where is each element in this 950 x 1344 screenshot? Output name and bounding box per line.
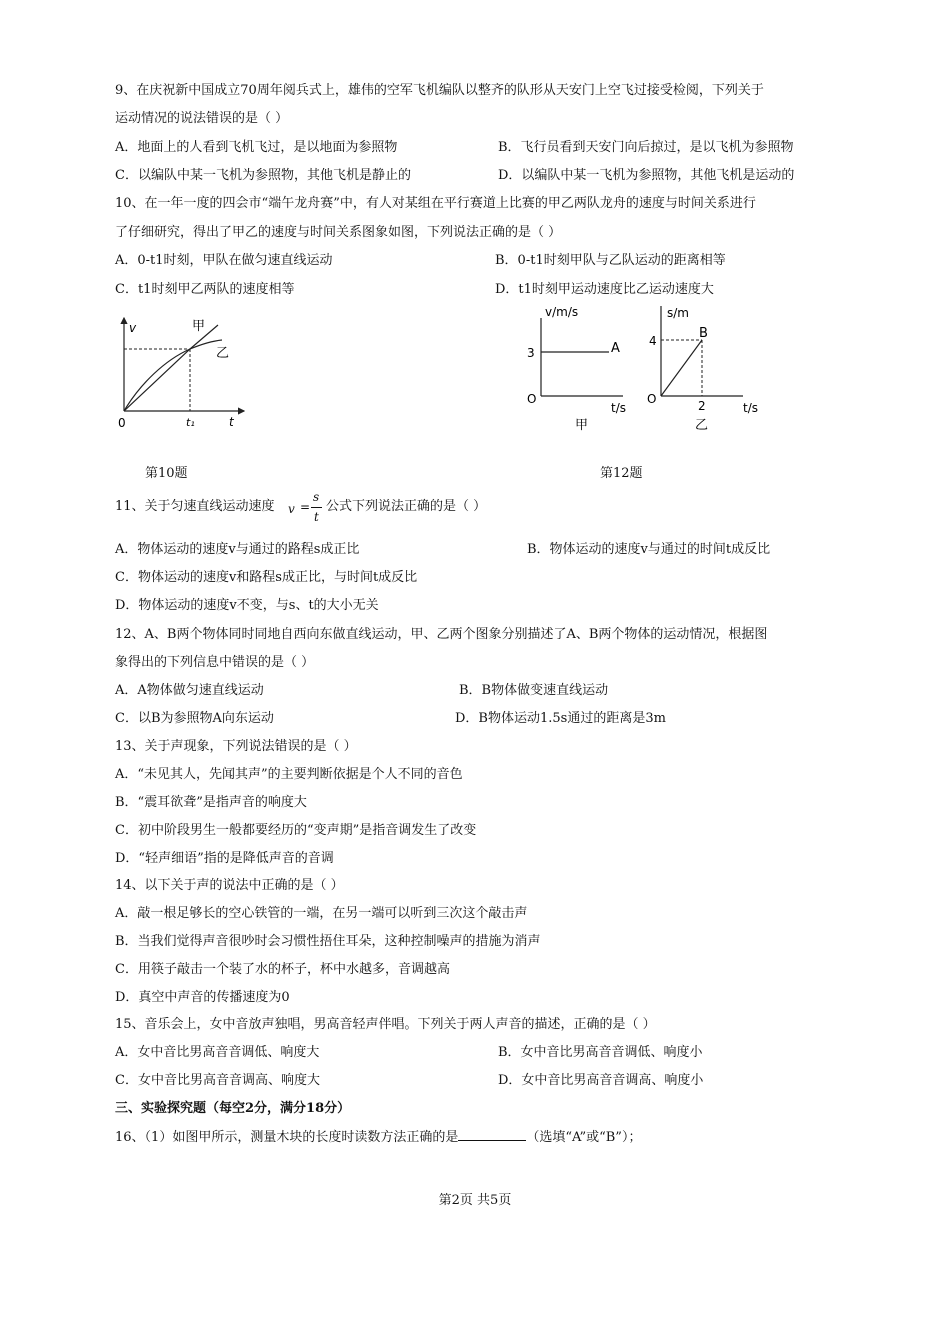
fig10-graph	[110, 312, 250, 436]
q13-option-a: A．“未见其人，先闻其声”的主要判断依据是个人不同的音色	[115, 767, 463, 782]
q15-stem: 15、音乐会上，女中音放声独唱，男高音轻声伴唱。下列关于两人声音的描述，正确的是（ ）	[115, 1017, 656, 1032]
q9-option-a: A．地面上的人看到飞机飞过，是以地面为参照物	[115, 140, 398, 155]
q9-stem-line2: 运动情况的说法错误的是（ ）	[115, 111, 289, 126]
q9-option-d: D．以编队中某一飞机为参照物，其他飞机是运动的	[498, 168, 795, 183]
fig10-curve-yi	[124, 340, 222, 411]
q11-stem-pre: 11、关于匀速直线运动速度	[115, 499, 275, 514]
q11-option-b: B．物体运动的速度v与通过的时间t成反比	[527, 542, 771, 557]
fig12-right-x-tick: 2	[698, 399, 706, 413]
q12-option-b: B．B物体做变速直线运动	[459, 683, 609, 698]
fig12-left-name: 甲	[575, 418, 589, 433]
fig10-v-label: v	[129, 321, 137, 335]
q11-formula-v: v	[288, 502, 295, 516]
q15-option-b: B．女中音比男高音音调低、响度小	[498, 1045, 703, 1060]
fig12-graphs	[515, 300, 775, 435]
fig12-caption: 第12题	[600, 466, 643, 481]
q12-option-c: C．以B为参照物A向东运动	[115, 711, 274, 726]
fig12-right-series-label: B	[699, 326, 708, 341]
fig12-left-series-label: A	[611, 341, 620, 356]
q13-option-b: B．“震耳欲聋”是指声音的响度大	[115, 795, 307, 810]
q12-option-a: A．A物体做匀速直线运动	[115, 683, 264, 698]
q15-option-d: D．女中音比男高音音调高、响度小	[498, 1073, 704, 1088]
q13-stem: 13、关于声现象，下列说法错误的是（ ）	[115, 739, 357, 754]
q9-stem-line1: 9、在庆祝新中国成立70周年阅兵式上，雄伟的空军飞机编队以整齐的队形从天安门上空飞过接受检阅，下列关于	[115, 83, 764, 98]
q10-option-a: A．0-t1时刻，甲队在做匀速直线运动	[115, 253, 333, 268]
fig12-left-origin: O	[527, 392, 537, 406]
fig10-caption: 第10题	[145, 466, 188, 481]
fig10-line-jia	[124, 325, 218, 411]
q10-stem-line2: 了仔细研究，得出了甲乙的速度与时间关系图象如图，下列说法正确的是（ ）	[115, 225, 562, 240]
q10-option-b: B．0-t1时刻甲队与乙队运动的距离相等	[495, 253, 726, 268]
q11-formula-den: t	[314, 510, 319, 524]
q13-option-c: C．初中阶段男生一般都要经历的“变声期”是指音调发生了改变	[115, 823, 477, 838]
q11-fraction-bar	[311, 507, 322, 508]
fig12-right-name: 乙	[695, 418, 709, 433]
fig12-left-xlabel: t/s	[611, 401, 626, 415]
fig10-yi-label: 乙	[216, 346, 230, 361]
fig10-jia-label: 甲	[192, 319, 206, 334]
q11-option-d: D．物体运动的速度v不变，与s、t的大小无关	[115, 598, 379, 613]
fig10-t1-label: t₁	[186, 416, 195, 429]
q10-option-d: D．t1时刻甲运动速度比乙运动速度大	[495, 282, 714, 297]
fig12-right-line-b	[661, 340, 702, 396]
q9-option-c: C．以编队中某一飞机为参照物，其他飞机是静止的	[115, 168, 411, 183]
q11-stem-post: 公式下列说法正确的是（ ）	[326, 499, 487, 514]
q10-stem-line1: 10、在一年一度的四会市“端午龙舟赛”中，有人对某组在平行赛道上比赛的甲乙两队龙舟的速度与时间关系进行	[115, 196, 756, 211]
fig12-left-y-tick: 3	[527, 346, 535, 360]
q15-option-c: C．女中音比男高音音调高、响度大	[115, 1073, 320, 1088]
q9-option-b: B．飞行员看到天安门向后掠过，是以飞机为参照物	[498, 140, 794, 155]
q10-option-c: C．t1时刻甲乙两队的速度相等	[115, 282, 295, 297]
q14-stem: 14、以下关于声的说法中正确的是（ ）	[115, 878, 344, 893]
q16-stem-pre: 16、（1）如图甲所示，测量木块的长度时读数方法正确的是	[115, 1130, 459, 1145]
q16-stem-post: （选填“A”或“B”）；	[526, 1130, 642, 1145]
fig12-right-xlabel: t/s	[743, 401, 758, 415]
q15-option-a: A．女中音比男高音音调低、响度大	[115, 1045, 320, 1060]
q16-answer-blank[interactable]	[458, 1128, 526, 1141]
q14-option-b: B．当我们觉得声音很吵时会习惯性捂住耳朵，这种控制噪声的措施为消声	[115, 934, 541, 949]
fig12-left-ylabel: v/m/s	[545, 305, 579, 319]
fig12-right-origin: O	[647, 392, 657, 406]
page-footer: 第2页 共5页	[438, 1193, 512, 1208]
q11-formula-num: s	[313, 490, 320, 504]
q12-stem-line2: 象得出的下列信息中错误的是（ ）	[115, 655, 315, 670]
q11-formula-eq: =	[300, 500, 311, 514]
q16-stem	[115, 1128, 641, 1147]
q14-option-c: C．用筷子敲击一个装了水的杯子，杯中水越多，音调越高	[115, 962, 450, 977]
q13-option-d: D．“轻声细语”指的是降低声音的音调	[115, 851, 334, 866]
section3-title: 三、实验探究题（每空2分，满分18分）	[115, 1101, 351, 1116]
q11-option-a: A．物体运动的速度v与通过的路程s成正比	[115, 542, 360, 557]
q12-stem-line1: 12、A、B两个物体同时同地自西向东做直线运动，甲、乙两个图象分别描述了A、B两个物体的运动情况，根据图	[115, 627, 768, 642]
fig12-right-ylabel: s/m	[667, 306, 689, 320]
q14-option-a: A．敲一根足够长的空心铁管的一端，在另一端可以听到三次这个敲击声	[115, 906, 528, 921]
q11-option-c: C．物体运动的速度v和路程s成正比，与时间t成反比	[115, 570, 418, 585]
q12-option-d: D．B物体运动1.5s通过的距离是3m	[455, 711, 666, 726]
q14-option-d: D．真空中声音的传播速度为0	[115, 990, 290, 1005]
fig12-right-y-tick: 4	[649, 334, 657, 348]
fig10-origin-label: 0	[118, 416, 126, 430]
fig10-t-label: t	[229, 415, 234, 429]
